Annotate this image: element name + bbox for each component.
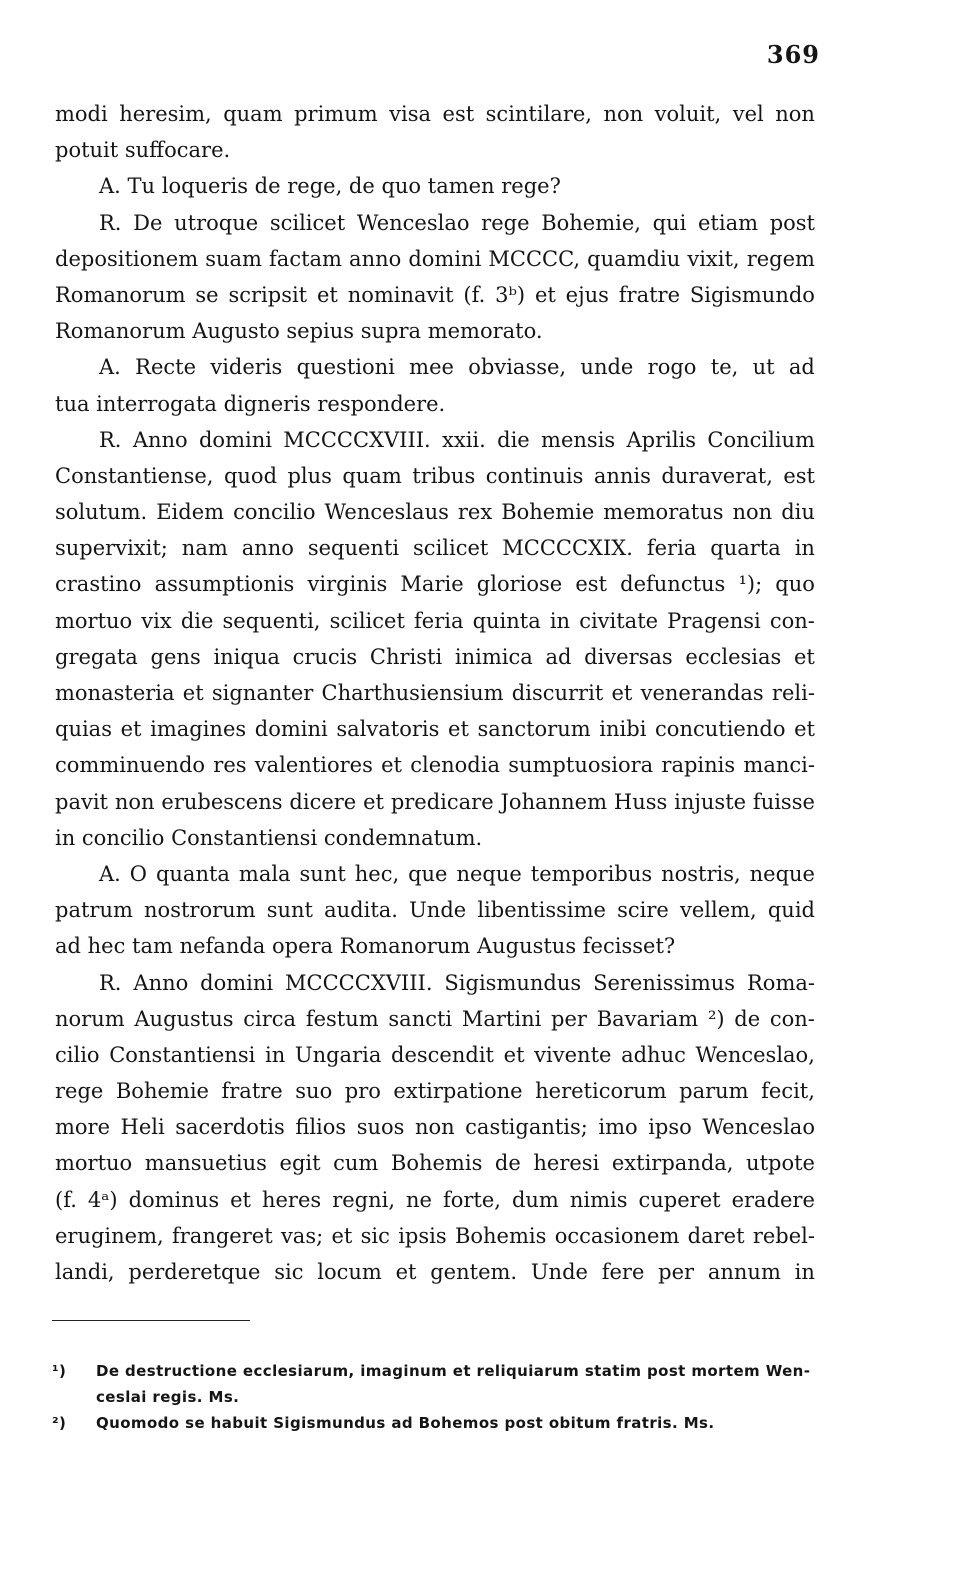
text-line: solutum. Eidem concilio Wenceslaus rex Bohemie memoratus non diu: [55, 500, 815, 525]
body-text: [55, 96, 815, 1290]
footnotes: [52, 1358, 822, 1436]
page-number: 369: [766, 40, 820, 69]
text-line: pavit non erubescens dicere et predicare Johannem Huss injuste fuisse: [55, 789, 815, 814]
text-line: depositionem suam factam anno domini MCCCC, quamdiu vixit, regem: [55, 246, 815, 271]
footnote-divider: [52, 1320, 250, 1321]
footnote-mark: ¹): [52, 1362, 67, 1380]
text-line: R. De utroque scilicet Wenceslao rege Bohemie, qui etiam post: [99, 210, 815, 235]
text-line: cilio Constantiensi in Ungaria descendit et vivente adhuc Wenceslao,: [55, 1042, 815, 1067]
footnote-text: ceslai regis. Ms.: [96, 1388, 240, 1406]
text-line: tua interrogata digneris respondere.: [55, 391, 446, 416]
text-line: potuit suffocare.: [55, 138, 231, 163]
text-line: A. Recte videris questioni mee obviasse, unde rogo te, ut ad: [99, 355, 815, 380]
text-line: rege Bohemie fratre suo pro extirpatione hereticorum parum fecit,: [55, 1079, 815, 1104]
text-line: eruginem, frangeret vas; et sic ipsis Bohemis occasionem daret rebel-: [55, 1223, 815, 1248]
text-line: A. O quanta mala sunt hec, que neque temporibus nostris, neque: [99, 861, 815, 886]
footnote: [52, 1358, 822, 1384]
text-line: monasteria et signanter Charthusiensium discurrit et venerandas reli-: [55, 681, 815, 705]
text-line: mortuo vix die sequenti, scilicet feria quinta in civitate Pragensi con-: [55, 608, 815, 633]
text-line: modi heresim, quam primum visa est scintilare, non voluit, vel non: [55, 102, 815, 126]
text-line: in concilio Constantiensi condemnatum.: [55, 825, 483, 850]
footnote-text: Quomodo se habuit Sigismundus ad Bohemos post obitum fratris. Ms.: [96, 1414, 715, 1432]
text-line: patrum nostrorum sunt audita. Unde libentissime scire vellem, quid: [55, 898, 815, 923]
footnote: [52, 1384, 822, 1410]
text-line: gregata gens iniqua crucis Christi inimica ad diversas ecclesias et: [55, 644, 815, 669]
footnote-mark: ²): [52, 1414, 67, 1432]
text-line: R. Anno domini MCCCCXVIII. Sigismundus Serenissimus Roma-: [99, 970, 815, 995]
text-line: norum Augustus circa festum sancti Martini per Bavariam ²) de con-: [55, 1006, 815, 1031]
text-line: mortuo mansuetius egit cum Bohemis de heresi extirpanda, utpote: [55, 1151, 815, 1176]
footnote: [52, 1410, 822, 1436]
text-line: crastino assumptionis virginis Marie gloriose est defunctus ¹); quo: [55, 572, 815, 597]
text-line: ad hec tam nefanda opera Romanorum Augustus fecisset?: [55, 934, 676, 959]
text-line: Constantiense, quod plus quam tribus continuis annis duraverat, est: [55, 463, 815, 488]
text-line: comminuendo res valentiores et clenodia sumptuosiora rapinis manci-: [55, 753, 815, 778]
text-line: Romanorum se scripsit et nominavit (f. 3ᵇ) et ejus fratre Sigismundo: [55, 282, 815, 307]
text-line: R. Anno domini MCCCCXVIII. xxii. die mensis Aprilis Concilium: [99, 427, 815, 452]
text-line: (f. 4ᵃ) dominus et heres regni, ne forte, dum nimis cuperet eradere: [55, 1187, 815, 1212]
text-line: quias et imagines domini salvatoris et sanctorum inibi concutiendo et: [55, 717, 815, 742]
text-line: Romanorum Augusto sepius supra memorato.: [55, 319, 543, 344]
text-line: A. Tu loqueris de rege, de quo tamen rege?: [99, 174, 561, 199]
text-line: supervixit; nam anno sequenti scilicet MCCCCXIX. feria quarta in: [55, 536, 815, 561]
text-line: more Heli sacerdotis filios suos non castigantis; imo ipso Wenceslao: [55, 1115, 815, 1140]
footnote-text: De destructione ecclesiarum, imaginum et reliquiarum statim post mortem Wen-: [96, 1362, 811, 1380]
text-line: landi, perderetque sic locum et gentem. Unde fere per annum in: [55, 1260, 815, 1284]
